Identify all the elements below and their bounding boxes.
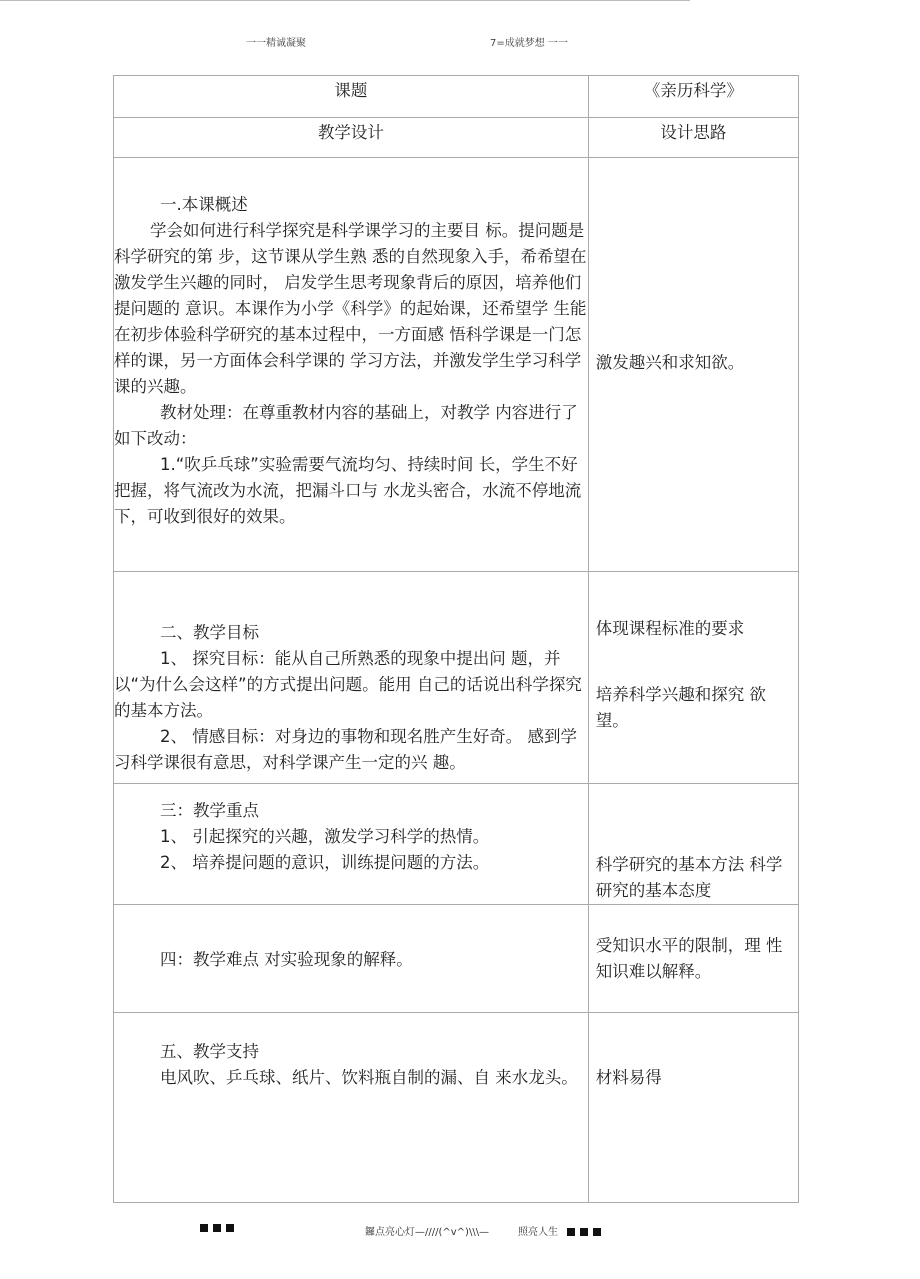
column-header-rationale: 设计思路 bbox=[660, 123, 727, 142]
table-row bbox=[114, 572, 799, 784]
key-point-item: 1、 引起探究的兴趣，激发学习科学的热情。 bbox=[160, 827, 490, 846]
topic-label: 课题 bbox=[334, 81, 368, 100]
footer-right bbox=[518, 1223, 606, 1238]
rationale-text: 激发趣兴和求知欲。 bbox=[595, 353, 745, 372]
section-heading: 五、教学支持 bbox=[160, 1042, 259, 1061]
header-left: 一一精诚凝聚 bbox=[246, 38, 306, 49]
top-rule bbox=[0, 0, 690, 1]
rationale-text: 体现课程标准的要求 bbox=[595, 619, 745, 638]
square-icon bbox=[580, 1228, 588, 1236]
square-icon bbox=[567, 1228, 575, 1236]
section-heading: 一.本课概述 bbox=[160, 195, 248, 214]
footer-right-text: 照亮人生 bbox=[518, 1227, 558, 1238]
table-row bbox=[114, 1013, 799, 1203]
overview-paragraph: 学会如何进行科学探究是科学课学习的主要目 标。提问题是科学研究的第 步，这节课从学生熟 悉的自然现象入手，希希望在激发学生兴趣的同时， 启发学生思考现象背后的原因，培养他们提问题的 意识。本课作为小学《科学》的起始课，还希望学 生能在初步体验科学研究的基本过程中，一方面感 悟科学课是一门怎样的课，另一方面体会科学课的 学习方法，并激发学生学习科学课的兴趣。 bbox=[114, 221, 587, 396]
section-heading: 二、教学目标 bbox=[160, 623, 259, 642]
section-heading: 三：教学重点 bbox=[160, 801, 259, 820]
header-right: 7=成就梦想 一一 bbox=[490, 38, 568, 49]
materials-text: 电风吹、乒乓球、纸片、饮料瓶自制的漏、自 来水龙头。 bbox=[160, 1068, 578, 1087]
table-row bbox=[114, 784, 799, 905]
rationale-text: 受知识水平的限制，理 性知识难以解释。 bbox=[595, 936, 783, 981]
key-point-item: 2、 培养提问题的意识，训练提问题的方法。 bbox=[160, 853, 490, 872]
square-icon bbox=[200, 1224, 208, 1232]
rationale-text: 培养科学兴趣和探究 欲望。 bbox=[595, 685, 766, 730]
change-paragraph: 1.“吹乒乓球”实验需要气流均匀、持续时间 长，学生不好把握，将气流改为水流，把漏斗口与 水龙头密合，水流不停地流下，可收到很好的效果。 bbox=[114, 455, 582, 526]
goal-item: 2、 情感目标：对身边的事物和现名胜产生好奇。 感到学习科学课很有意思，对科学课产生一定的兴 趣。 bbox=[114, 727, 577, 772]
footer-squares-left bbox=[200, 1223, 239, 1234]
column-header-design: 教学设计 bbox=[317, 123, 384, 142]
square-icon bbox=[226, 1224, 234, 1232]
footer-center: 鑼点亮心灯—////(^v^)\\\— bbox=[365, 1227, 490, 1238]
table-row bbox=[114, 76, 799, 118]
rationale-text: 材料易得 bbox=[595, 1068, 662, 1087]
material-paragraph: 教材处理：在尊重教材内容的基础上，对教学 内容进行了如下改动： bbox=[114, 403, 578, 448]
table-row bbox=[114, 118, 799, 158]
lesson-plan-table bbox=[113, 75, 799, 1203]
table-row bbox=[114, 905, 799, 1013]
rationale-text: 科学研究的基本方法 科学研究的基本态度 bbox=[595, 855, 783, 900]
section-heading: 四：教学难点 对实验现象的解释。 bbox=[160, 950, 413, 969]
topic-value: 《亲历科学》 bbox=[643, 81, 743, 100]
square-icon bbox=[593, 1228, 601, 1236]
goal-item: 1、 探究目标：能从自己所熟悉的现象中提出问 题，并以“为什么会这样”的方式提出问题。能用 自己的话说出科学探究的基本方法。 bbox=[114, 649, 582, 720]
table-row bbox=[114, 158, 799, 572]
square-icon bbox=[213, 1224, 221, 1232]
